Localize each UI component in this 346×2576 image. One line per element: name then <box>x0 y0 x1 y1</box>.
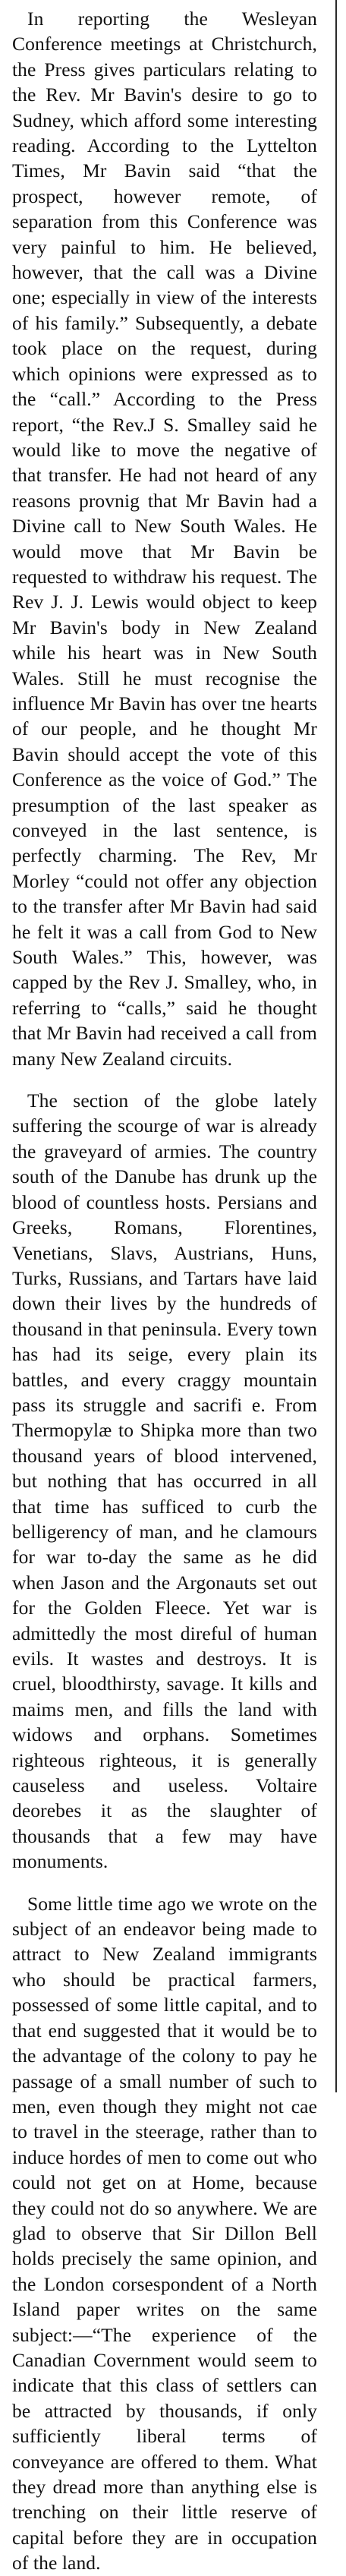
paragraph-wesleyan-conference: In reporting the Wesleyan Conference meetings at Christchurch, the Press gives particulars relating to the Rev. Mr Bavin's desire to go to Sudney, which afford some interesting reading. According to the Lyttelton Times, Mr Bavin said “that the prospect, however remote, of separation from this Conference was very painful to him. He believed, however, that the call was a Divine one; especially in view of the interests of his family.” Subsequently, a debate took place on the request, during which opinions were expressed as to the “call.” According to the Press report, “the Rev.J S. Smalley said he would like to move the negative of that transfer. He had not heard of any reasons provnig that Mr Bavin had a Divine call to New South Wales. He would move that Mr Bavin be requested to withdraw his request. The Rev J. J. Lewis would object to keep Mr Bavin's body in New Zealand while his heart was in New South Wales. Still he must recognise the influence Mr Bavin has over tne hearts of our people, and he thought Mr Bavin should accept the vote of this Conference as the voice of God.” The presumption of the last speaker as conveyed in the last sentence, is perfectly charming. The Rev, Mr Morley “could not offer any objection to the transfer after Mr Bavin had said he felt it was a call from God to New South Wales.” This, however, was capped by the Rev J. Smalley, who, in referring to “calls,” said he thought that Mr Bavin had received a call from many New Zealand circuits. <box>12 8 317 1070</box>
paragraph-graveyard-of-armies: The section of the globe lately suffering the scourge of war is already the graveyard of armies. The country south of the Danube has drunk up the blood of countless hosts. Persians and Greeks, Romans, Florentines, Venetians, Slavs, Austrians, Huns, Turks, Russians, and Tartars have laid down their lives by the hundreds of thousand in that peninsula. Every town has had its seige, every plain its battles, and every craggy mountain pass its struggle and sacrifi e. From Thermopylæ to Shipka more than two thousand years of blood intervened, but nothing that has occurred in all that time has sufficed to curb the belligerency of man, and he clamours for war to-day the same as he did when Jason and the Argonauts set out for the Golden Fleece. Yet war is admittedly the most direful of human evils. It wastes and destroys. It is cruel, bloodthirsty, savage. It kills and maims men, and fills the land with widows and orphans. Sometimes righteous righteous, it is generally causeless and useless. Voltaire deorebes it as the slaughter of thousands that a few may have monuments. <box>12 1089 317 1873</box>
paragraph-immigrant-farmers: Some little time ago we wrote on the subject of an endeavor being made to attract to New Zealand immigrants who should be practical farmers, possessed of some little capital, and to that end suggested that it would be to the advantage of the colony to pay he passage of a small number of such to men, even though they might not cae to travel in the steerage, rather than to induce hordes of men to come out who could not get on at Home, because they could not do so anywhere. We are glad to observe that Sir Dillon Bell holds precisely the same opinion, and the London corsespondent of a North Island paper writes on the same subject:—“The experience of the Canadian Covernment would seem to indicate that this class of settlers can be attracted by thousands, if only sufficiently liberal terms of conveyance are offered to them. What they dread more than anything else is trenching on their little reserve of capital before they are in occupation of the land. <box>12 1892 317 2574</box>
column-rule <box>335 0 337 2092</box>
